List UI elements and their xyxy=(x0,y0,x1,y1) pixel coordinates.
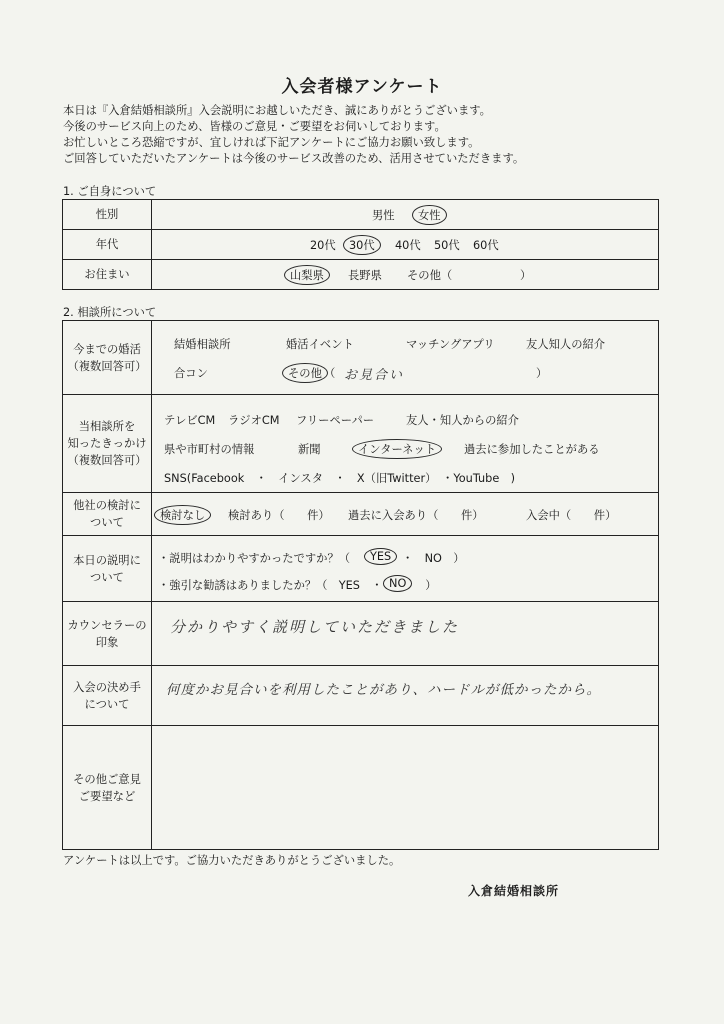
other-agency-row xyxy=(63,493,659,536)
explanation-label-line: ついて xyxy=(90,570,124,584)
comments-label-line: その他ご意見 xyxy=(73,772,141,786)
trigger-label-line: 知ったきっかけ xyxy=(67,437,147,450)
option-male[interactable]: 男性 xyxy=(372,209,395,222)
explanation-options xyxy=(152,536,659,602)
comments-label-line: ご要望など xyxy=(78,789,136,803)
comments-label xyxy=(63,726,152,850)
option-current-member[interactable]: 入会中（ 件） xyxy=(526,509,617,522)
other-agency-label-line: ついて xyxy=(90,516,124,529)
section2-heading: 2. 相談所について xyxy=(63,306,157,319)
option-app[interactable]: マッチングアプリ xyxy=(406,338,495,351)
option-20s[interactable]: 20代 xyxy=(310,239,336,252)
decision-label xyxy=(63,666,152,726)
organization-name: 入倉結婚相談所 xyxy=(468,884,560,898)
counselor-label-line: カウンセラーの xyxy=(67,618,147,632)
gender-label: 性別 xyxy=(63,200,152,230)
trigger-label xyxy=(63,395,152,493)
gender-row xyxy=(63,200,659,230)
q1-yes-selected[interactable]: YES xyxy=(364,548,397,565)
page-title: 入会者様アンケート xyxy=(281,77,443,97)
age-options xyxy=(152,230,659,260)
option-newspaper[interactable]: 新聞 xyxy=(298,443,321,456)
past-label xyxy=(63,321,152,395)
explanation-row xyxy=(63,536,659,602)
counselor-label xyxy=(63,602,152,666)
option-past-participation[interactable]: 過去に参加したことがある xyxy=(464,443,600,456)
option-internet-selected[interactable]: インターネット xyxy=(352,439,442,459)
intro-line: ご回答していただいたアンケートは今後のサービス改善のため、活用させていただきます。 xyxy=(63,152,525,165)
other-agency-options xyxy=(152,493,659,536)
option-nagano[interactable]: 長野県 xyxy=(348,269,382,282)
option-freepaper[interactable]: フリーペーパー xyxy=(296,414,375,427)
section1-table xyxy=(62,199,659,290)
option-radio[interactable]: ラジオCM xyxy=(228,414,280,427)
comments-row xyxy=(63,726,659,850)
trigger-label-line: 当相談所を xyxy=(78,420,136,433)
option-tv[interactable]: テレビCM xyxy=(164,414,216,427)
footer-text: アンケートは以上です。ご協力いただきありがとうございました。 xyxy=(63,854,401,867)
option-female-selected[interactable]: 女性 xyxy=(412,205,447,225)
residence-label: お住まい xyxy=(63,260,152,290)
option-none-selected[interactable]: 検討なし xyxy=(154,505,211,525)
q2-no-selected[interactable]: NO xyxy=(383,575,412,592)
explanation-label-line: 本日の説明に xyxy=(73,553,141,567)
decision-answer-cell[interactable] xyxy=(152,666,659,726)
option-event[interactable]: 婚活イベント xyxy=(286,338,354,351)
option-past-member[interactable]: 過去に入会あり（ 件） xyxy=(348,509,484,522)
explanation-label xyxy=(63,536,152,602)
option-agency[interactable]: 結婚相談所 xyxy=(174,338,231,351)
option-municipal[interactable]: 県や市町村の情報 xyxy=(164,443,255,456)
age-label: 年代 xyxy=(63,230,152,260)
past-options xyxy=(152,321,659,395)
counselor-handwritten-answer: 分かりやすく説明していただきました xyxy=(170,618,460,636)
comments-answer-cell[interactable] xyxy=(152,726,659,850)
other-close-paren: ） xyxy=(536,367,548,380)
trigger-options xyxy=(152,395,659,493)
counselor-answer-cell[interactable] xyxy=(152,602,659,666)
decision-label-line: について xyxy=(84,697,130,711)
intro-line: 本日は『入倉結婚相談所』入会説明にお越しいただき、誠にありがとうございます。 xyxy=(63,104,491,117)
section1-heading: 1. ご自身について xyxy=(63,185,157,198)
other-agency-label xyxy=(63,493,152,536)
age-row xyxy=(63,230,659,260)
q2-text: ・強引な勧誘はありましたか？（ YES ・ xyxy=(158,579,383,592)
option-60s[interactable]: 60代 xyxy=(473,239,499,252)
q1-text: ・説明はわかりやすかったですか？（ xyxy=(158,552,351,565)
option-friend-referral[interactable]: 友人・知人からの紹介 xyxy=(406,414,519,427)
option-yamanashi-selected[interactable]: 山梨県 xyxy=(284,265,330,285)
intro-text xyxy=(63,103,663,167)
residence-row xyxy=(63,260,659,290)
residence-options xyxy=(152,260,659,290)
past-row xyxy=(63,321,659,395)
section2-table xyxy=(62,320,659,850)
decision-row xyxy=(63,666,659,726)
option-50s[interactable]: 50代 xyxy=(434,239,460,252)
decision-label-line: 入会の決め手 xyxy=(73,680,141,694)
option-30s-selected[interactable]: 30代 xyxy=(343,235,381,255)
gender-options xyxy=(152,200,659,230)
option-friend-intro[interactable]: 友人知人の紹介 xyxy=(526,338,606,351)
other-handwritten: お見合い xyxy=(344,368,405,383)
option-40s[interactable]: 40代 xyxy=(395,239,421,252)
option-other-selected[interactable]: その他 xyxy=(282,363,328,383)
option-other[interactable]: その他（ xyxy=(407,269,453,282)
counselor-label-line: 印象 xyxy=(95,635,119,649)
other-open-paren: （ xyxy=(324,367,336,380)
counselor-row xyxy=(63,602,659,666)
trigger-label-line: （複数回答可） xyxy=(67,454,147,467)
past-label-line: 今までの婚活 xyxy=(73,342,141,356)
decision-handwritten-answer: 何度かお見合いを利用したことがあり、ハードルが低かったから。 xyxy=(166,682,601,698)
past-label-line: （複数回答可） xyxy=(67,359,147,373)
other-agency-label-line: 他社の検討に xyxy=(73,499,141,512)
option-considered[interactable]: 検討あり（ 件） xyxy=(228,509,330,522)
option-other-close: ） xyxy=(520,269,532,282)
q2-close: ） xyxy=(414,579,437,592)
q1-no[interactable]: ・ NO ） xyxy=(402,552,465,565)
intro-line: お忙しいところ恐縮ですが、宜しければ下記アンケートにご協力お願い致します。 xyxy=(63,136,480,149)
option-sns[interactable]: SNS(Facebook ・ インスタ ・ X（旧Twitter） ・YouTube ) xyxy=(164,472,515,485)
option-gokon[interactable]: 合コン xyxy=(174,367,208,380)
trigger-row xyxy=(63,395,659,493)
intro-line: 今後のサービス向上のため、皆様のご意見・ご要望をお伺いしております。 xyxy=(63,120,446,133)
